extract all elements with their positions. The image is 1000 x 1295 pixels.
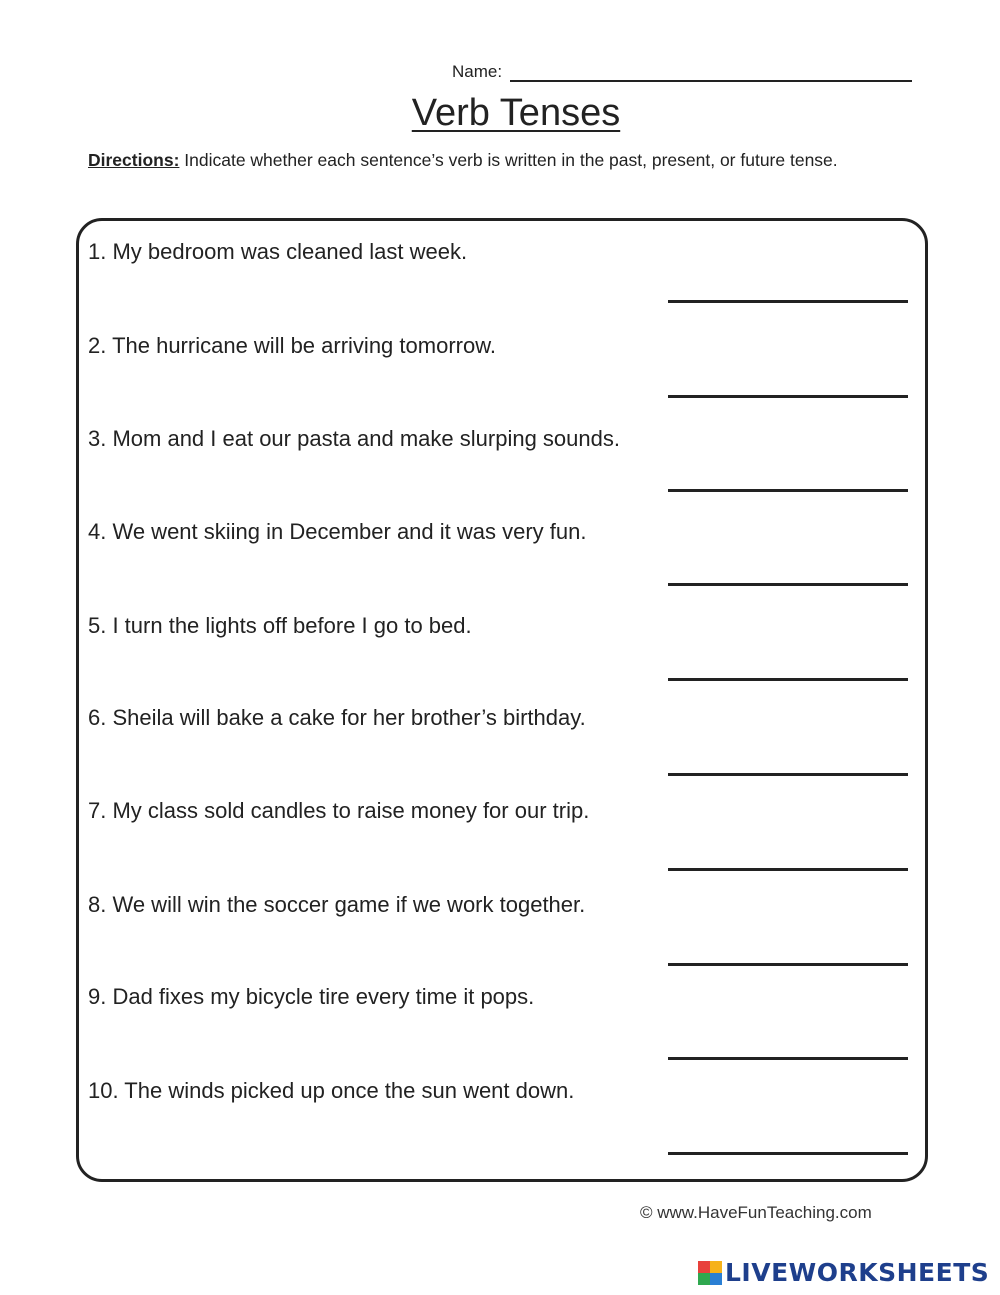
question-7: 7. My class sold candles to raise money for our trip. — [88, 798, 590, 823]
question-3: 3. Mom and I eat our pasta and make slurping sounds. — [88, 426, 620, 451]
brand-square-blue — [710, 1273, 722, 1285]
answer-line-8[interactable] — [668, 963, 908, 966]
page-title: Verb Tenses — [411, 92, 621, 134]
brand-square-green — [698, 1273, 710, 1285]
questions-box — [76, 218, 928, 1182]
brand-square-red — [698, 1261, 710, 1273]
question-1: 1. My bedroom was cleaned last week. — [88, 239, 468, 264]
directions-text: Indicate whether each sentence’s verb is written in the past, present, or future tense. — [179, 150, 838, 170]
liveworksheets-icon — [698, 1261, 722, 1285]
name-line[interactable] — [510, 62, 912, 82]
question-2: 2. The hurricane will be arriving tomorrow. — [88, 333, 496, 358]
answer-line-10[interactable] — [668, 1152, 908, 1155]
directions-label: Directions: — [88, 150, 180, 170]
answer-line-5[interactable] — [668, 678, 908, 681]
answer-line-9[interactable] — [668, 1057, 908, 1060]
answer-line-4[interactable] — [668, 583, 908, 586]
name-label: Name: — [452, 62, 503, 81]
name-field — [452, 60, 912, 82]
question-5: 5. I turn the lights off before I go to bed. — [88, 613, 472, 638]
copyright-text: © www.HaveFunTeaching.com — [640, 1203, 872, 1222]
answer-line-6[interactable] — [668, 773, 908, 776]
answer-line-3[interactable] — [668, 489, 908, 492]
question-4: 4. We went skiing in December and it was very fun. — [88, 519, 587, 544]
answer-line-2[interactable] — [668, 395, 908, 398]
question-10: 10. The winds picked up once the sun went down. — [88, 1078, 575, 1103]
liveworksheets-logo[interactable] — [698, 1258, 989, 1288]
question-9: 9. Dad fixes my bicycle tire every time it pops. — [88, 984, 535, 1009]
answer-line-1[interactable] — [668, 300, 908, 303]
liveworksheets-wordmark: LIVEWORKSHEETS — [725, 1258, 990, 1287]
directions — [88, 147, 908, 174]
question-6: 6. Sheila will bake a cake for her brother’s birthday. — [88, 705, 586, 730]
question-8: 8. We will win the soccer game if we work together. — [88, 892, 586, 917]
answer-line-7[interactable] — [668, 868, 908, 871]
brand-square-yellow — [710, 1261, 722, 1273]
